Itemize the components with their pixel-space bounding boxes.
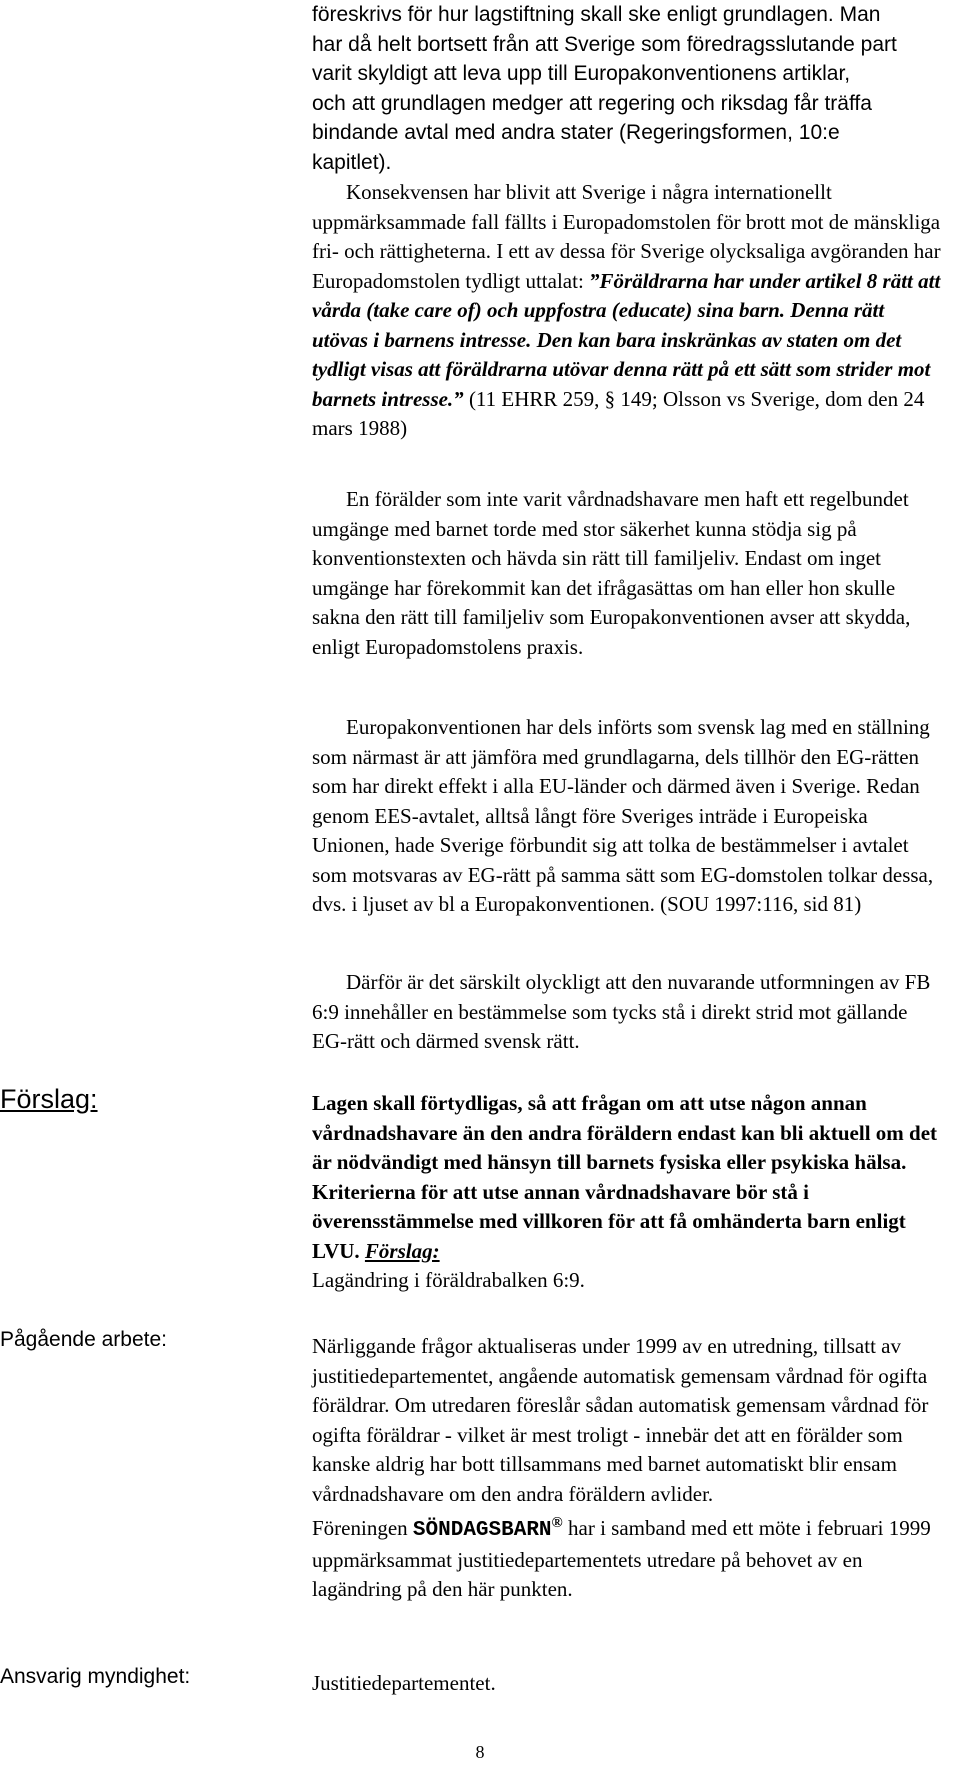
text-line: bindande avtal med andra stater (Regeringsformen, 10:e	[312, 121, 840, 144]
organization-name: SÖNDAGSBARN	[412, 1519, 552, 1542]
text-line: har då helt bortsett från att Sverige som föredragsslutande part	[312, 32, 897, 56]
court-quote: ”Föräldrarna har under artikel 8 rätt att vårda (take care of) och uppfostra (educate) sina barn. Denna rätt utövas i barnens intresse. Den kan bara inskränkas av staten om det tydligt visas att föräldrarna utövar denna rätt på ett sätt som strider mot barnets intresse.”	[312, 268, 941, 411]
organization-paragraph	[312, 1509, 942, 1605]
responsible-authority: Justitiedepartementet.	[312, 1671, 496, 1695]
law-change: Lagändring i föräldrabalken 6:9.	[312, 1268, 585, 1292]
family-life-paragraph: En förälder som inte varit vårdnadshavare men haft ett regelbundet umgänge med barnet torde med stor säkerhet kunna stödja sig på konventionstexten och hävda sin rätt till familjeliv. Endast om inget umgänge har förekommit kan det ifrågasättas om han eller hon skulle sakna den rätt till familjeliv som Europakonventionen avser att skydda, enligt Europadomstolens praxis.	[312, 487, 911, 659]
text-line: föreskrivs för hur lagstiftning skall ske enligt grundlagen. Man	[312, 3, 881, 26]
convention-paragraph: Europakonventionen har dels införts som svensk lag med en ställning som närmast är att jämföra med grundlagarna, dels tillhör den EG-rätten som har direkt effekt i alla EU-länder och därmed även i Sverige. Redan genom EES-avtalet, alltså långt före Sveriges inträde i Europeiska Unionen, hade Sverige förbundit sig att tolka de bestämmelser i avtalet som motsvaras av EG-rätt på samma sätt som EG-domstolen tolkar dessa, dvs. i ljuset av bl a Europakonventionen. (SOU 1997:116, sid 81)	[312, 715, 934, 916]
continuation-paragraph	[312, 0, 942, 177]
text-line: och att grundlagen medger att regering och riksdag får träffa	[312, 91, 872, 115]
forslag-label: Förslag:	[0, 1084, 98, 1114]
page-number: 8	[475, 1742, 485, 1762]
conclusion-paragraph: Därför är det särskilt olyckligt att den nuvarande utformningen av FB 6:9 innehåller en bestämmelse som tycks stå i direkt strid mot gällande EG-rätt och därmed svensk rätt.	[312, 970, 931, 1053]
quote-citation: (11 EHRR 259, § 149; Olsson vs Sverige, dom den 24 mars 1988)	[312, 386, 925, 440]
text-line: varit skyldigt att leva upp till Europakonventionens artiklar,	[312, 62, 851, 85]
text-line: kapitlet).	[312, 150, 392, 174]
court-quote-paragraph	[312, 178, 942, 444]
ongoing-work	[312, 1332, 942, 1605]
inline-forslag-label: Förslag:	[364, 1238, 440, 1263]
ansvarig-label: Ansvarig myndighet:	[0, 1665, 191, 1688]
consequence-text: Konsekvensen har blivit att Sverige i några internationellt uppmärksammade fall fällts i Europadomstolen för brott mot de mänskliga fri- och rättigheterna. I ett av dessa för Sverige olycksaliga avgöranden har Europadomstolen tydligt uttalat:	[312, 180, 941, 293]
org-suffix: har i samband med ett möte i februari 1999 uppmärksammat justitiedepartementets utredare på behovet av en lagändring på den här punkten.	[312, 1516, 931, 1601]
org-prefix: Föreningen	[312, 1516, 413, 1540]
proposal-bold: Lagen skall förtydligas, så att frågan om att utse någon annan vårdnadshavare än den andra föräldern endast kan bli aktuell om det är nödvändigt med hänsyn till barnets fysiska eller psykiska hälsa. Kriterierna för att utse annan vårdnadshavare bör stå i överensstämmelse med villkoren för att få omhänderta barn enligt LVU.	[312, 1091, 938, 1263]
ongoing-work-text: Närliggande frågor aktualiseras under 1999 av en utredning, tillsatt av justitiedepartementet, angående automatisk gemensam vårdnad för ogifta föräldrar. Om utredaren föreslår sådan automatisk gemensam vårdnad för ogifta föräldrar - vilket är mest troligt - innebär det att en förälder som kanske aldrig har bott tillsammans med barnet automatiskt blir ensam vårdnadshavare om den andra föräldern avlider.	[312, 1334, 929, 1506]
pagaende-label: Pågående arbete:	[0, 1328, 167, 1351]
registered-mark: ®	[551, 1515, 563, 1531]
proposal-text	[312, 1089, 942, 1296]
